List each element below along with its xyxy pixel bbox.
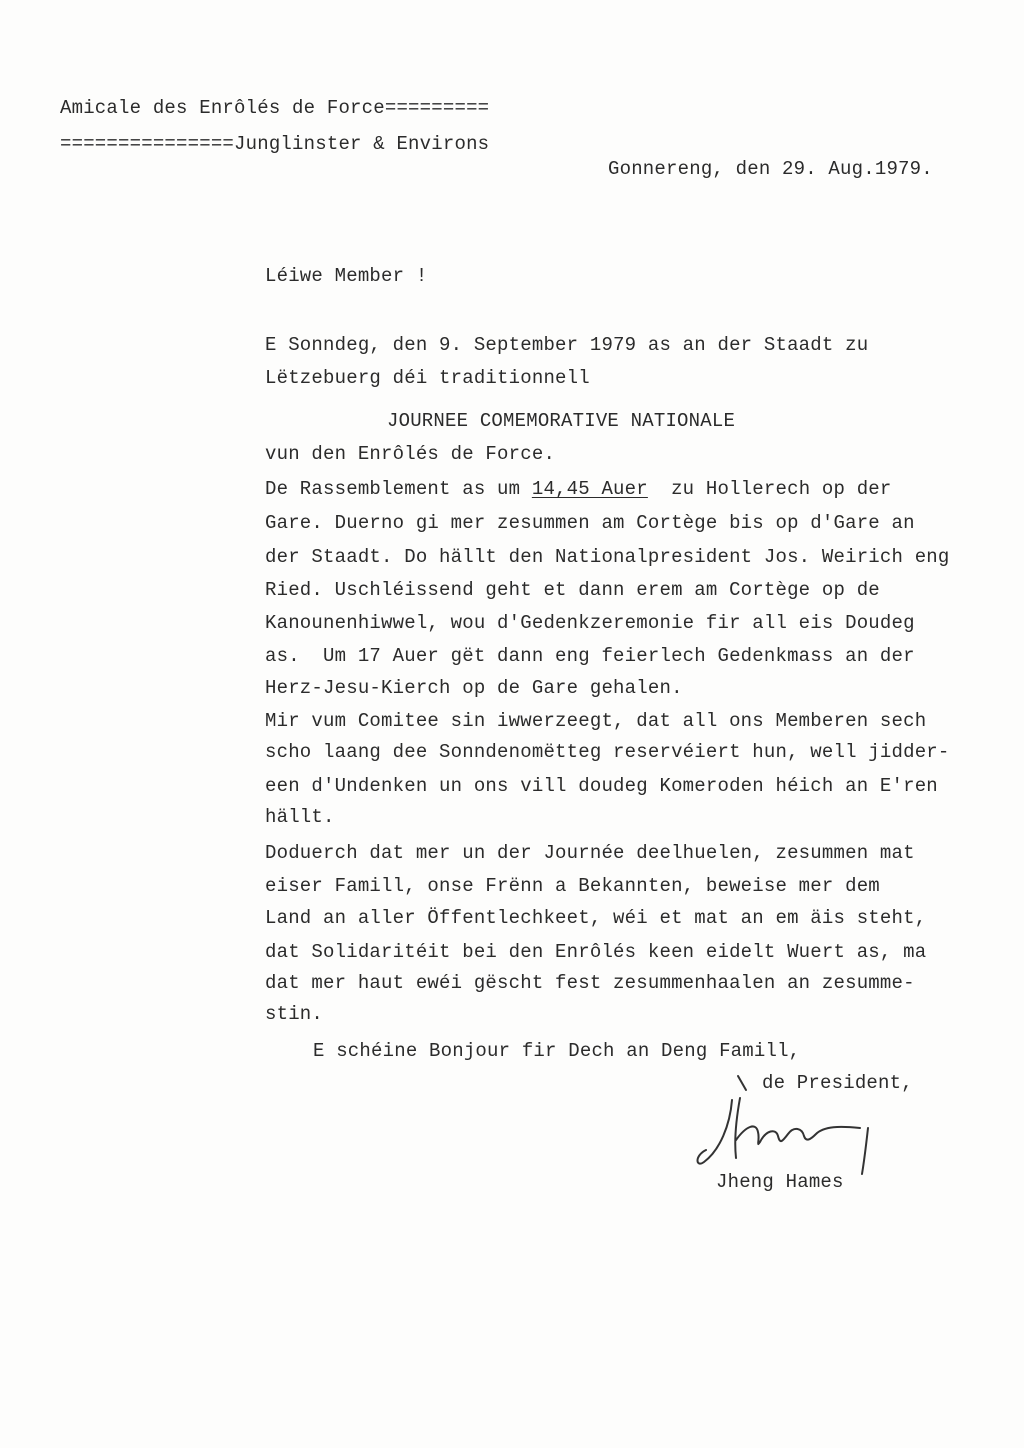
body-line: eiser Famill, onse Frënn a Bekannten, beweise mer dem — [265, 875, 880, 897]
assembly-time: 14,45 Auer — [531, 478, 648, 500]
body-line: Ried. Uschléissend geht et dann erem am Cortège op de — [265, 579, 880, 601]
body-line: dat mer haut ewéi gëscht fest zesummenhaalen an zesumme- — [265, 972, 915, 994]
body-line: as. Um 17 Auer gët dann eng feierlech Gedenkmass an der — [265, 645, 915, 667]
body-line: dat Solidaritéit bei den Enrôlés keen eidelt Wuert as, ma — [265, 941, 927, 963]
body-line: een d'Undenken un ons vill doudeg Komeroden héich an E'ren — [265, 775, 938, 797]
closing: E schéine Bonjour fir Dech an Deng Famill, — [313, 1040, 801, 1062]
body-line: Land an aller Öffentlechkeet, wéi et mat an em äis steht, — [265, 907, 927, 929]
salutation: Léiwe Member ! — [265, 265, 428, 287]
body-line: Mir vum Comitee sin iwwerzeegt, dat all ons Memberen sech — [265, 710, 927, 732]
body-line: Herz-Jesu-Kierch op de Gare gehalen. — [265, 677, 683, 699]
body-line: scho laang dee Sonndenomëtteg reservéiert hun, well jidder- — [265, 741, 950, 763]
body-line: Kanounenhiwwel, wou d'Gedenkzeremonie fir all eis Doudeg — [265, 612, 915, 634]
letterhead-line-2: ===============Junglinster & Environs — [60, 133, 490, 155]
body-line: Gare. Duerno gi mer zesummen am Cortège bis op d'Gare an — [265, 512, 915, 534]
body-line: stin. — [265, 1003, 324, 1025]
signature-name: Jheng Hames — [716, 1171, 844, 1193]
body-line: Doduerch dat mer un der Journée deelhuelen, zesummen mat — [265, 842, 915, 864]
body-line — [265, 477, 892, 501]
signature-role: de President, — [762, 1072, 913, 1094]
event-heading: JOURNEE COMEMORATIVE NATIONALE — [387, 410, 736, 432]
body-text: De Rassemblement as um — [265, 478, 532, 500]
body-line: E Sonndeg, den 9. September 1979 as an der Staadt zu — [265, 334, 869, 356]
handwritten-signature — [690, 1070, 890, 1180]
body-line: der Staadt. Do hällt den Nationalpresident Jos. Weirich eng — [265, 546, 950, 568]
body-text: zu Hollerech op der — [647, 478, 892, 500]
body-line: hällt. — [265, 806, 335, 828]
dateline: Gonnereng, den 29. Aug.1979. — [608, 158, 933, 180]
body-line: vun den Enrôlés de Force. — [265, 443, 556, 465]
letterhead-line-1: Amicale des Enrôlés de Force========= — [60, 97, 490, 119]
body-line: Lëtzebuerg déi traditionnell — [265, 367, 590, 389]
